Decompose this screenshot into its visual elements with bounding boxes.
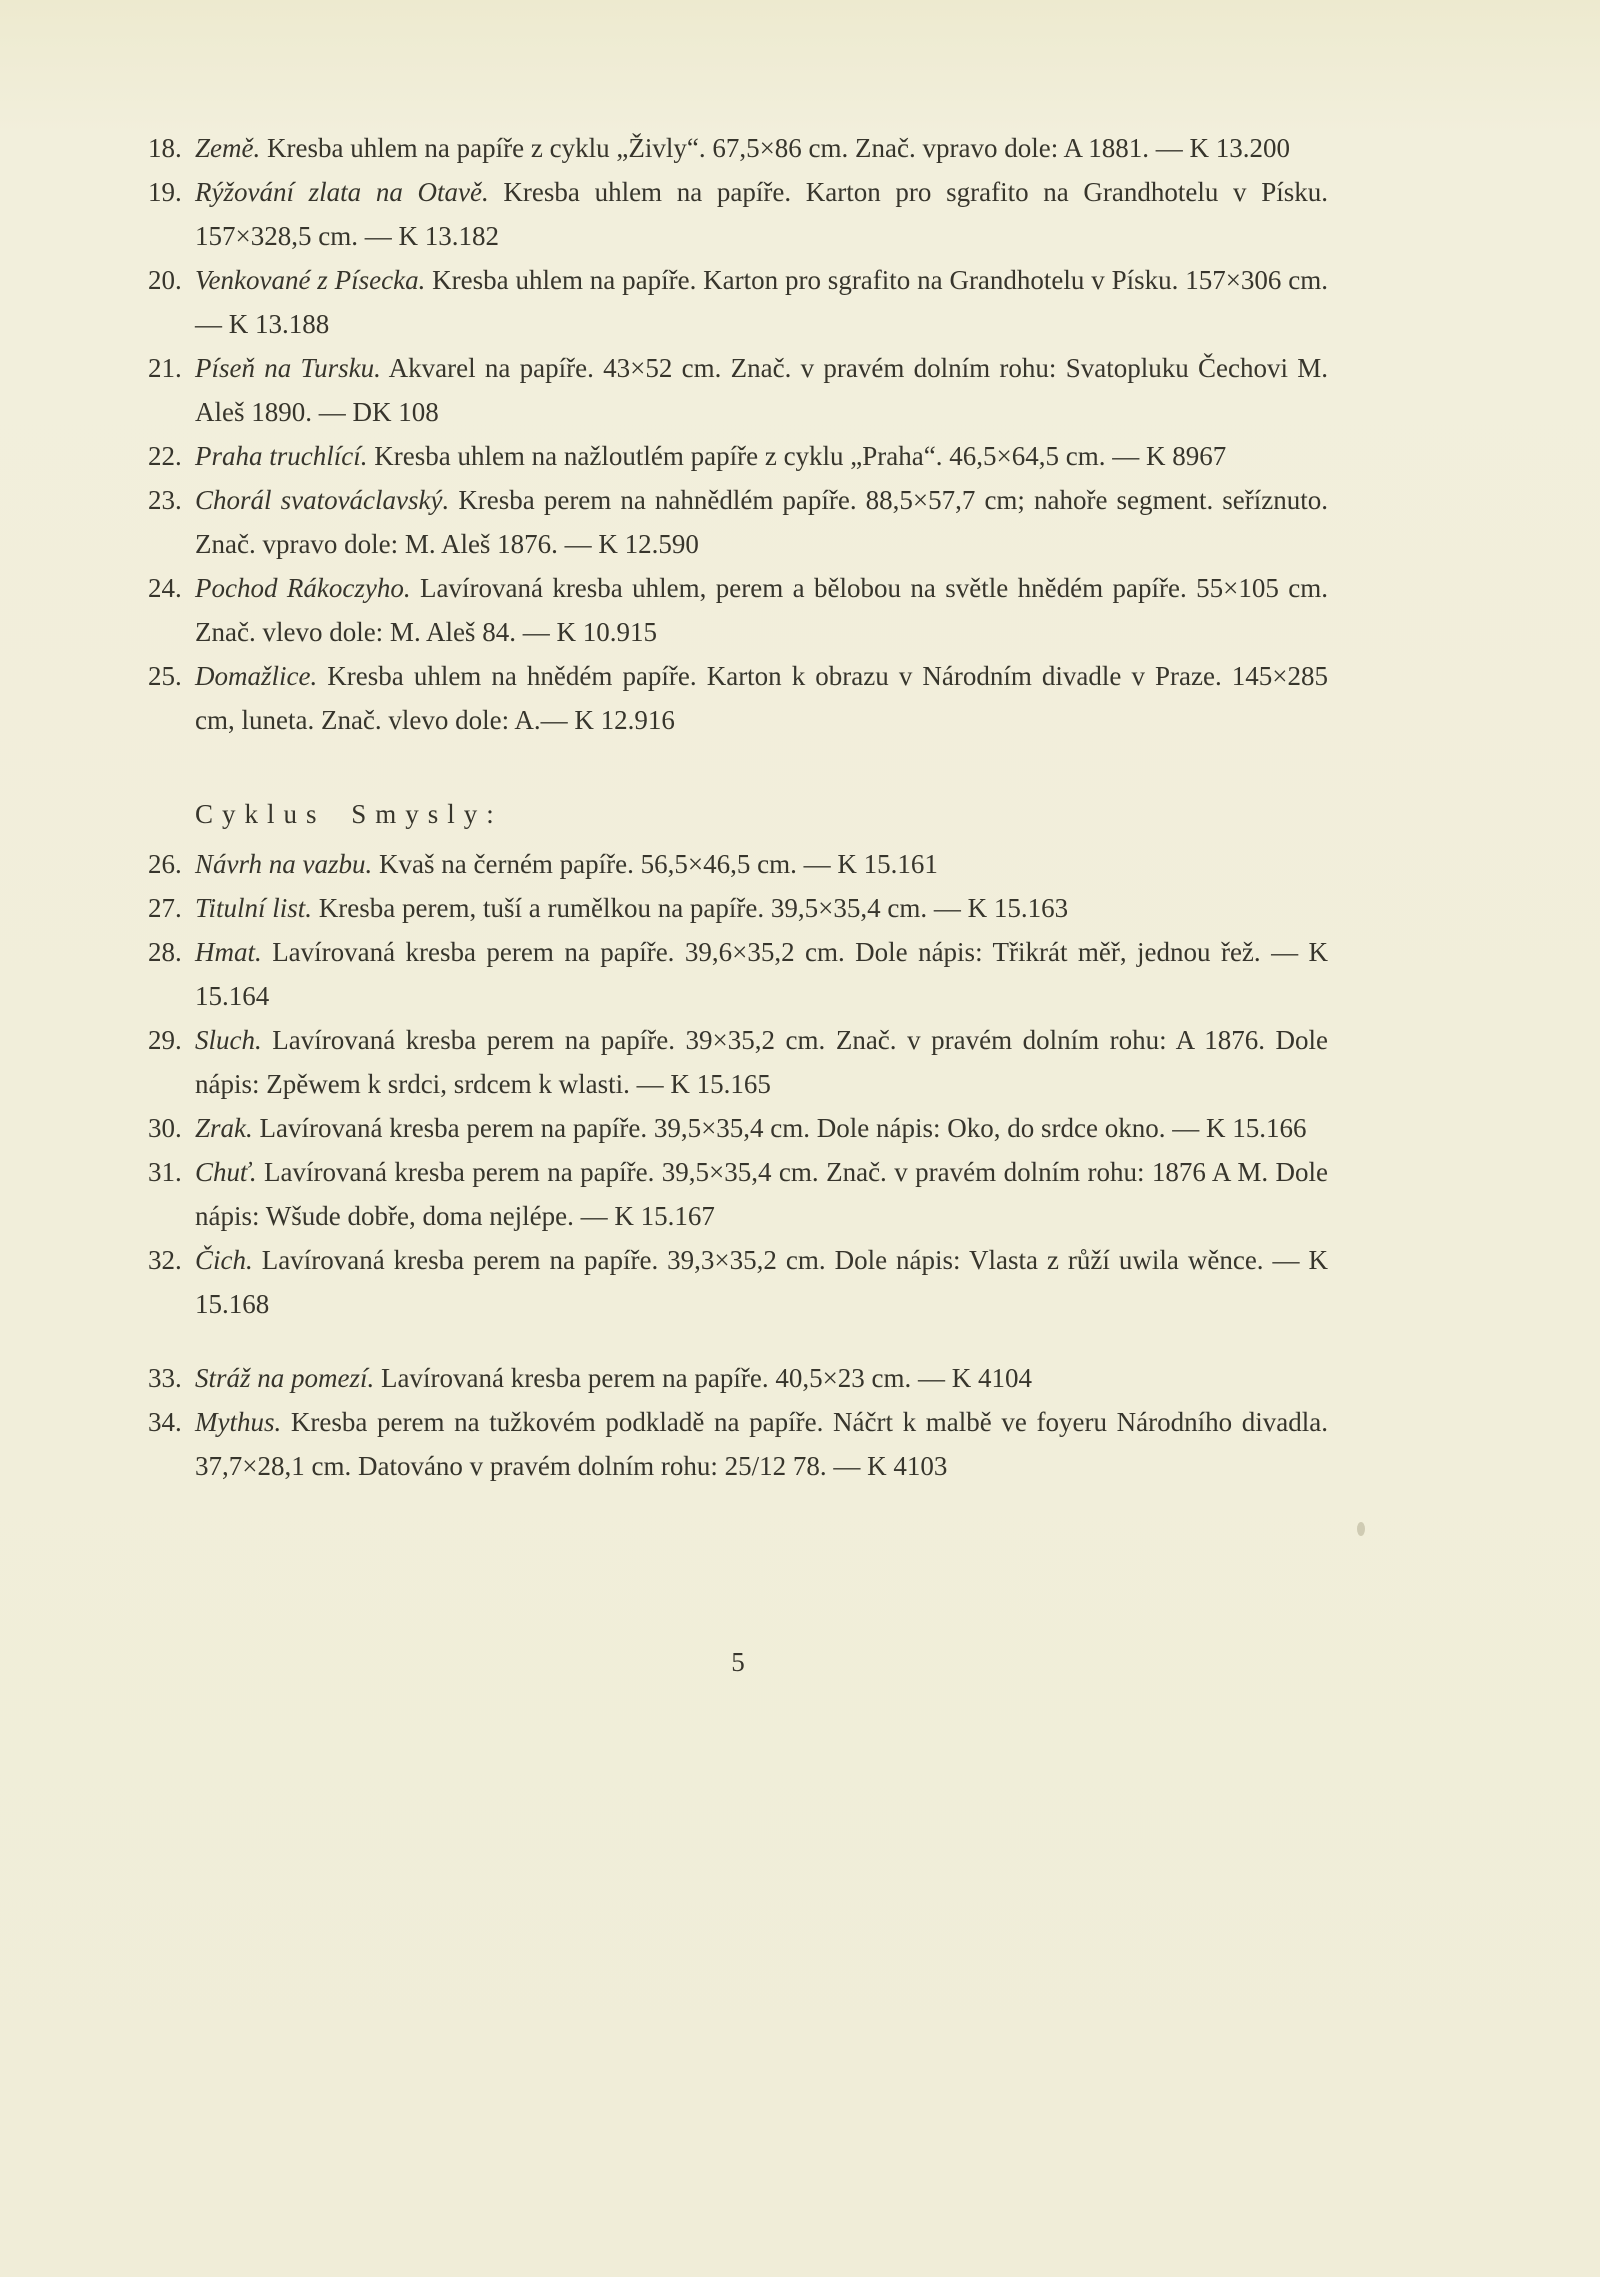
entry-title: Chuť.: [195, 1157, 257, 1187]
catalog-entry: [148, 170, 1328, 258]
entry-body: Kresba uhlem na papíře. Karton pro sgrafito na Grandhotelu v Písku. 157×306 cm. — K 13.188: [195, 265, 1328, 339]
entry-body: Kresba uhlem na nažloutlém papíře z cyklu „Praha“. 46,5×64,5 cm. — K 8967: [374, 441, 1227, 471]
entry-title: Domažlice.: [195, 661, 318, 691]
entry-body: Kresba uhlem na papíře z cyklu „Živly“. 67,5×86 cm. Znač. vpravo dole: A 1881. — K 13.200: [266, 133, 1290, 163]
entry-text: [195, 1018, 1328, 1106]
catalog-entry: [148, 478, 1328, 566]
catalog-entry: [148, 886, 1328, 930]
catalog-list: [148, 126, 1328, 1684]
entry-title: Zrak.: [195, 1113, 253, 1143]
entry-text: [195, 1400, 1328, 1488]
entry-title: Stráž na pomezí.: [195, 1363, 375, 1393]
entry-body: Kresba uhlem na hnědém papíře. Karton k obrazu v Národním divadle v Praze. 145×285 cm, luneta. Znač. vlevo dole: A.— K 12.916: [195, 661, 1328, 735]
entry-text: [195, 478, 1328, 566]
catalog-entry: [148, 258, 1328, 346]
entry-title: Chorál svatováclavský.: [195, 485, 450, 515]
entry-number: 34.: [148, 1407, 182, 1437]
entry-body: Lavírovaná kresba perem na papíře. 39,6×35,2 cm. Dole nápis: Třikrát měř, jednou řež. — K 15.164: [195, 937, 1329, 1011]
entry-body: Lavírovaná kresba perem na papíře. 39,5×35,4 cm. Dole nápis: Oko, do srdce okno. — K 15.166: [259, 1113, 1307, 1143]
entry-text: [195, 126, 1328, 170]
entry-text: [195, 258, 1328, 346]
entry-text: [195, 346, 1328, 434]
page-number: 5: [731, 1647, 745, 1677]
entry-body: Kresba perem na nahnědlém papíře. 88,5×57,7 cm; nahoře segment. seříznuto. Znač. vpravo dole: M. Aleš 1876. — K 12.590: [195, 485, 1328, 559]
entry-body: Kvaš na černém papíře. 56,5×46,5 cm. — K 15.161: [379, 849, 938, 879]
entry-number: 18.: [148, 133, 182, 163]
entry-number: 22.: [148, 441, 182, 471]
entry-title: Země.: [195, 133, 261, 163]
entry-body: Kresba perem, tuší a rumělkou na papíře. 39,5×35,4 cm. — K 15.163: [318, 893, 1069, 923]
catalog-entry: [148, 1018, 1328, 1106]
catalog-entry: [148, 566, 1328, 654]
entry-number: 32.: [148, 1245, 182, 1275]
catalog-entry: [148, 1238, 1328, 1326]
entry-body: Lavírovaná kresba uhlem, perem a bělobou na světle hnědém papíře. 55×105 cm. Znač. vlevo dole: M. Aleš 84. — K 10.915: [195, 573, 1328, 647]
entry-number: 21.: [148, 353, 182, 383]
entry-title: Titulní list.: [195, 893, 313, 923]
entry-text: [195, 170, 1328, 258]
catalog-entry: [148, 930, 1328, 1018]
catalog-entry: [148, 1400, 1328, 1488]
entry-body: Kresba uhlem na papíře. Karton pro sgrafito na Grandhotelu v Písku. 157×328,5 cm. — K 13.182: [195, 177, 1329, 251]
entry-title: Hmat.: [195, 937, 262, 967]
entry-body: Lavírovaná kresba perem na papíře. 39,3×35,2 cm. Dole nápis: Vlasta z růží uwila wěnce. — K 15.168: [195, 1245, 1328, 1319]
entry-title: Venkované z Písecka.: [195, 265, 426, 295]
entry-title: Mythus.: [195, 1407, 282, 1437]
entry-body: Kresba perem na tužkovém podkladě na papíře. Náčrt k malbě ve foyeru Národního divadla. 37,7×28,1 cm. Datováno v pravém dolním rohu: 25/12 78. — K 4103: [195, 1407, 1328, 1481]
entry-title: Pochod Rákoczyho.: [195, 573, 411, 603]
entry-body: Lavírovaná kresba perem na papíře. 39,5×35,4 cm. Znač. v pravém dolním rohu: 1876 A M. Dole nápis: Wšude dobře, doma nejlépe. — K 15.167: [195, 1157, 1328, 1231]
catalog-entry: [148, 346, 1328, 434]
entry-number: 19.: [148, 177, 182, 207]
catalog-entry: [148, 126, 1328, 170]
entry-number: 20.: [148, 265, 182, 295]
entry-text: [195, 842, 1328, 886]
entry-title: Píseň na Tursku.: [195, 353, 381, 383]
catalog-entry: [148, 654, 1328, 742]
catalog-entry: [148, 842, 1328, 886]
entry-number: 33.: [148, 1363, 182, 1393]
entry-text: [195, 930, 1328, 1018]
entry-title: Návrh na vazbu.: [195, 849, 373, 879]
entry-number: 26.: [148, 849, 182, 879]
section-heading: Cyklus Smysly:: [195, 799, 503, 829]
entry-number: 30.: [148, 1113, 182, 1143]
entry-title: Čich.: [195, 1245, 253, 1275]
entry-number: 25.: [148, 661, 182, 691]
entry-number: 31.: [148, 1157, 182, 1187]
entry-body: Akvarel na papíře. 43×52 cm. Znač. v pravém dolním rohu: Svatopluku Čechovi M. Aleš 1890. — DK 108: [195, 353, 1328, 427]
entry-text: [195, 1238, 1328, 1326]
entry-text: [195, 886, 1328, 930]
catalog-entry: [148, 1106, 1328, 1150]
entry-body: Lavírovaná kresba perem na papíře. 40,5×23 cm. — K 4104: [381, 1363, 1033, 1393]
entry-number: 29.: [148, 1025, 182, 1055]
entry-text: [195, 654, 1328, 742]
entry-text: [195, 1356, 1328, 1400]
entry-title: Rýžování zlata na Otavě.: [195, 177, 489, 207]
catalog-entry: [148, 434, 1328, 478]
entry-text: [195, 1150, 1328, 1238]
entry-number: 23.: [148, 485, 182, 515]
entry-body: Lavírovaná kresba perem na papíře. 39×35,2 cm. Znač. v pravém dolním rohu: A 1876. Dole nápis: Zpěwem k srdci, srdcem k wlasti. — K 15.165: [195, 1025, 1328, 1099]
entry-title: Sluch.: [195, 1025, 262, 1055]
entry-title: Praha truchlící.: [195, 441, 368, 471]
entry-number: 27.: [148, 893, 182, 923]
scan-artifact: [1357, 1522, 1365, 1536]
entry-text: [195, 434, 1328, 478]
entry-text: [195, 1106, 1328, 1150]
entry-text: [195, 566, 1328, 654]
entry-number: 28.: [148, 937, 182, 967]
catalog-entry: [148, 1150, 1328, 1238]
entry-number: 24.: [148, 573, 182, 603]
catalog-entry: [148, 1356, 1328, 1400]
